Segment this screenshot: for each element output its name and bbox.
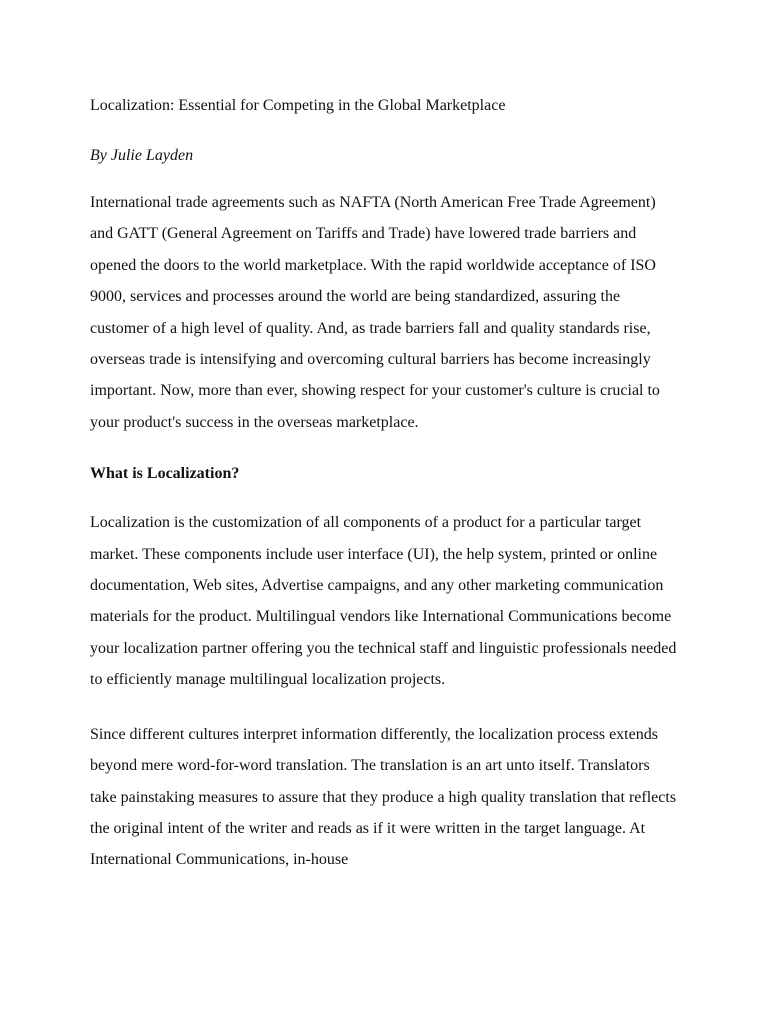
section-heading: What is Localization? xyxy=(90,465,240,483)
document-title: Localization: Essential for Competing in the Global Marketplace xyxy=(90,97,506,114)
document-body xyxy=(90,95,680,876)
translation-paragraph: Since different cultures interpret information differently, the localization process extends beyond mere word-for-word translation. The translation is an art unto itself. Translators take painstaking measures to assure that they produce a high quality translation that reflects the original intent of the writer and reads as if it were written in the target language. At International Communications, in-house xyxy=(90,725,677,869)
author-byline: By Julie Layden xyxy=(90,147,194,164)
definition-paragraph: Localization is the customization of all components of a product for a particular target market. These components include user interface (UI), the help system, printed or online documentation, Web sites, Advertise campaigns, and any other marketing communication materials for the product. Multilingual vendors like International Communications become your localization partner offering you the technical staff and linguistic professionals needed to efficiently manage multilingual localization projects. xyxy=(90,514,677,689)
intro-paragraph: International trade agreements such as NAFTA (North American Free Trade Agreement) and GATT (General Agreement on Tariffs and Trade) have lowered trade barriers and opened the doors to the world marketplace. With the rapid worldwide acceptance of ISO 9000, services and processes around the world are being standardized, assuring the customer of a high level of quality. And, as trade barriers fall and quality standards rise, overseas trade is intensifying and overcoming cultural barriers has become increasingly important. Now, more than ever, showing respect for your customer's culture is crucial to your product's success in the overseas marketplace. xyxy=(90,194,660,431)
